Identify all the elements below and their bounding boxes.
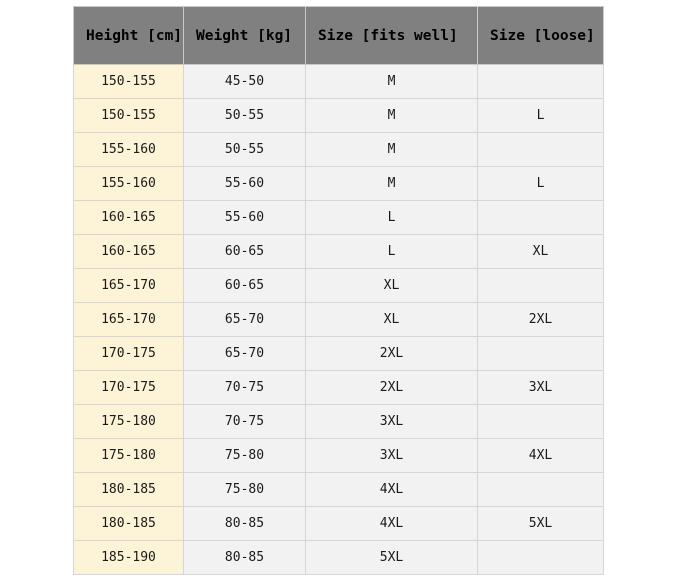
cell-size-fits-well: L [306,235,478,269]
table-row [74,303,604,337]
cell-weight: 60-65 [184,235,306,269]
cell-size-fits-well: M [306,99,478,133]
table-body [74,65,604,575]
cell-height: 165-170 [74,269,184,303]
cell-size-fits-well: 3XL [306,405,478,439]
table-row [74,235,604,269]
cell-size-fits-well: XL [306,303,478,337]
table-row [74,371,604,405]
table-row [74,337,604,371]
column-header-height: Height [cm] [74,7,184,65]
cell-height: 185-190 [74,541,184,575]
cell-weight: 80-85 [184,541,306,575]
cell-height: 180-185 [74,507,184,541]
cell-size-fits-well: L [306,201,478,235]
table-row [74,269,604,303]
column-header-weight: Weight [kg] [184,7,306,65]
table-row [74,541,604,575]
cell-size-loose [478,133,604,167]
cell-size-fits-well: M [306,133,478,167]
cell-size-fits-well: XL [306,269,478,303]
table-row [74,167,604,201]
cell-weight: 75-80 [184,473,306,507]
cell-height: 155-160 [74,133,184,167]
table-header [74,7,604,65]
cell-weight: 75-80 [184,439,306,473]
table-row [74,439,604,473]
table-row [74,473,604,507]
cell-height: 155-160 [74,167,184,201]
table-row [74,133,604,167]
cell-weight: 60-65 [184,269,306,303]
table-row [74,65,604,99]
cell-weight: 80-85 [184,507,306,541]
cell-weight: 50-55 [184,99,306,133]
cell-size-fits-well: M [306,65,478,99]
header-row [74,7,604,65]
cell-size-fits-well: 5XL [306,541,478,575]
cell-size-loose [478,541,604,575]
cell-size-fits-well: 2XL [306,371,478,405]
cell-size-loose [478,65,604,99]
cell-size-loose [478,337,604,371]
cell-size-loose: L [478,167,604,201]
cell-size-loose [478,269,604,303]
cell-height: 165-170 [74,303,184,337]
cell-size-loose [478,201,604,235]
cell-height: 175-180 [74,405,184,439]
cell-size-loose: 5XL [478,507,604,541]
cell-height: 170-175 [74,371,184,405]
cell-height: 150-155 [74,99,184,133]
cell-weight: 70-75 [184,371,306,405]
cell-size-loose: 4XL [478,439,604,473]
cell-size-loose: 3XL [478,371,604,405]
cell-height: 160-165 [74,235,184,269]
table-row [74,99,604,133]
cell-height: 160-165 [74,201,184,235]
cell-weight: 70-75 [184,405,306,439]
cell-height: 175-180 [74,439,184,473]
cell-size-loose [478,473,604,507]
cell-size-fits-well: M [306,167,478,201]
cell-size-loose [478,405,604,439]
cell-size-fits-well: 2XL [306,337,478,371]
cell-weight: 65-70 [184,303,306,337]
size-chart-table [73,6,604,575]
table-row [74,507,604,541]
table-row [74,405,604,439]
cell-weight: 65-70 [184,337,306,371]
cell-size-fits-well: 4XL [306,507,478,541]
cell-weight: 50-55 [184,133,306,167]
cell-size-loose: L [478,99,604,133]
cell-height: 170-175 [74,337,184,371]
cell-size-loose: 2XL [478,303,604,337]
cell-size-fits-well: 3XL [306,439,478,473]
cell-size-loose: XL [478,235,604,269]
cell-height: 150-155 [74,65,184,99]
column-header-size-fits-well: Size [fits well] [306,7,478,65]
cell-weight: 55-60 [184,167,306,201]
cell-size-fits-well: 4XL [306,473,478,507]
table-row [74,201,604,235]
cell-height: 180-185 [74,473,184,507]
cell-weight: 55-60 [184,201,306,235]
column-header-size-loose: Size [loose] [478,7,604,65]
cell-weight: 45-50 [184,65,306,99]
